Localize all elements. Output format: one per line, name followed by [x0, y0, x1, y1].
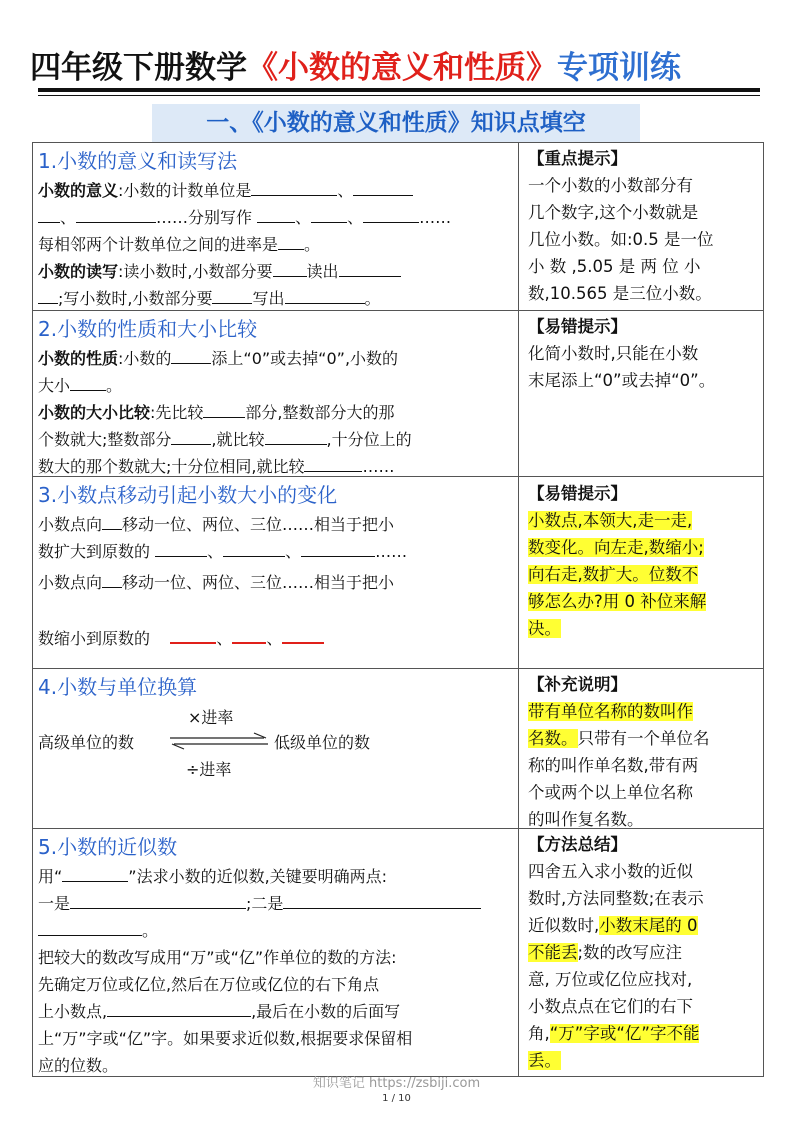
section-3: 3.小数点移动引起小数大小的变化 小数点向 移动一位、两位、三位……相当于把小 数扩大到原数的 、 、 …… 小数点向 移动一位、两位、三位……相当于把小 数缩小到原数的 、 、 [38, 479, 407, 652]
multiply-rate-label: ×进率 [188, 708, 234, 727]
tip-supplement: 【补充说明】 带有单位名称的数叫作 名数。只带有一个单位名 称的叫作单名数,带有两 个或两个以上单位名称 的叫作复名数。 [528, 675, 710, 829]
tip-common-errors-2: 【易错提示】 小数点,本领大,走一走, 数变化。向左走,数缩小; 向右走,数扩大。位数不 够怎么办?用 0 补位来解 决。 [528, 484, 707, 638]
tip-method-summary: 【方法总结】 四舍五入求小数的近似 数时,方法同整数;在表示 近似数时,小数末尾的 0 不能丢;数的改写应注 意, 万位或亿位应找对, 小数点点在它们的右下 角,“万”字或“亿”字不能 丢。 [528, 835, 704, 1070]
higher-unit-label: 高级单位的数 [38, 733, 135, 752]
section-4 [38, 671, 197, 703]
section-2: 2.小数的性质和大小比较 小数的性质:小数的 添上“0”或去掉“0”,小数的 大小 。 小数的大小比较:先比较 部分,整数部分大的那 个数就大;整数部分 ,就比较 ,十分位上的 数大的那个数就大;十分位相同,就比较 …… [38, 313, 412, 480]
title-rule [38, 88, 760, 92]
section-1: 1.小数的意义和读写法 小数的意义:小数的计数单位是 、 、 ……分别写作 、 、 …… 每相邻两个计数单位之间的进率是 。 小数的读写:读小数时,小数部分要 读出 ;写小数时,小数部分要 写出 。 [38, 145, 451, 312]
watermark-footer: 知识笔记 https://zsbiji.com [312, 1076, 481, 1091]
lower-unit-label: 低级单位的数 [274, 733, 371, 752]
section-subtitle: 一、《小数的意义和性质》知识点填空 [152, 104, 640, 142]
tip-common-errors-1: 【易错提示】 化简小数时,只能在小数 末尾添上“0”或去掉“0”。 [528, 317, 716, 390]
section-3-heading: 3.小数点移动引起小数大小的变化 [38, 483, 338, 507]
section-2-heading: 2.小数的性质和大小比较 [38, 317, 258, 341]
conversion-arrows [166, 732, 274, 752]
title-rule-thin [38, 95, 760, 96]
section-1-heading: 1.小数的意义和读写法 [38, 149, 238, 173]
divide-rate-label: ÷进率 [186, 760, 232, 779]
tip-key-points: 【重点提示】 一个小数的小数部分有 几个数字,这个小数就是 几位小数。如:0.5 是一位 小 数 ,5.05 是 两 位 小 数,10.565 是三位小数。 [528, 149, 714, 303]
section-4-heading: 4.小数与单位换算 [38, 675, 198, 699]
row-divider [32, 668, 764, 669]
section-5-heading: 5.小数的近似数 [38, 835, 178, 859]
page-number: 1 / 10 [382, 1093, 411, 1104]
page-title: 四年级下册数学《小数的意义和性质》专项训练 [30, 50, 681, 86]
table-divider [518, 142, 519, 1077]
section-5: 5.小数的近似数 用“ ”法求小数的近似数,关键要明确两点: 一是 ;二是 。 把较大的数改写成用“万”或“亿”作单位的数的方法: 先确定万位或亿位,然后在万位或亿位的右下角点 上小数点, ,最后在小数的后面写 上“万”字或“亿”字。如果要求近似数,根据要求保留相 应的位数。 [38, 831, 481, 1079]
